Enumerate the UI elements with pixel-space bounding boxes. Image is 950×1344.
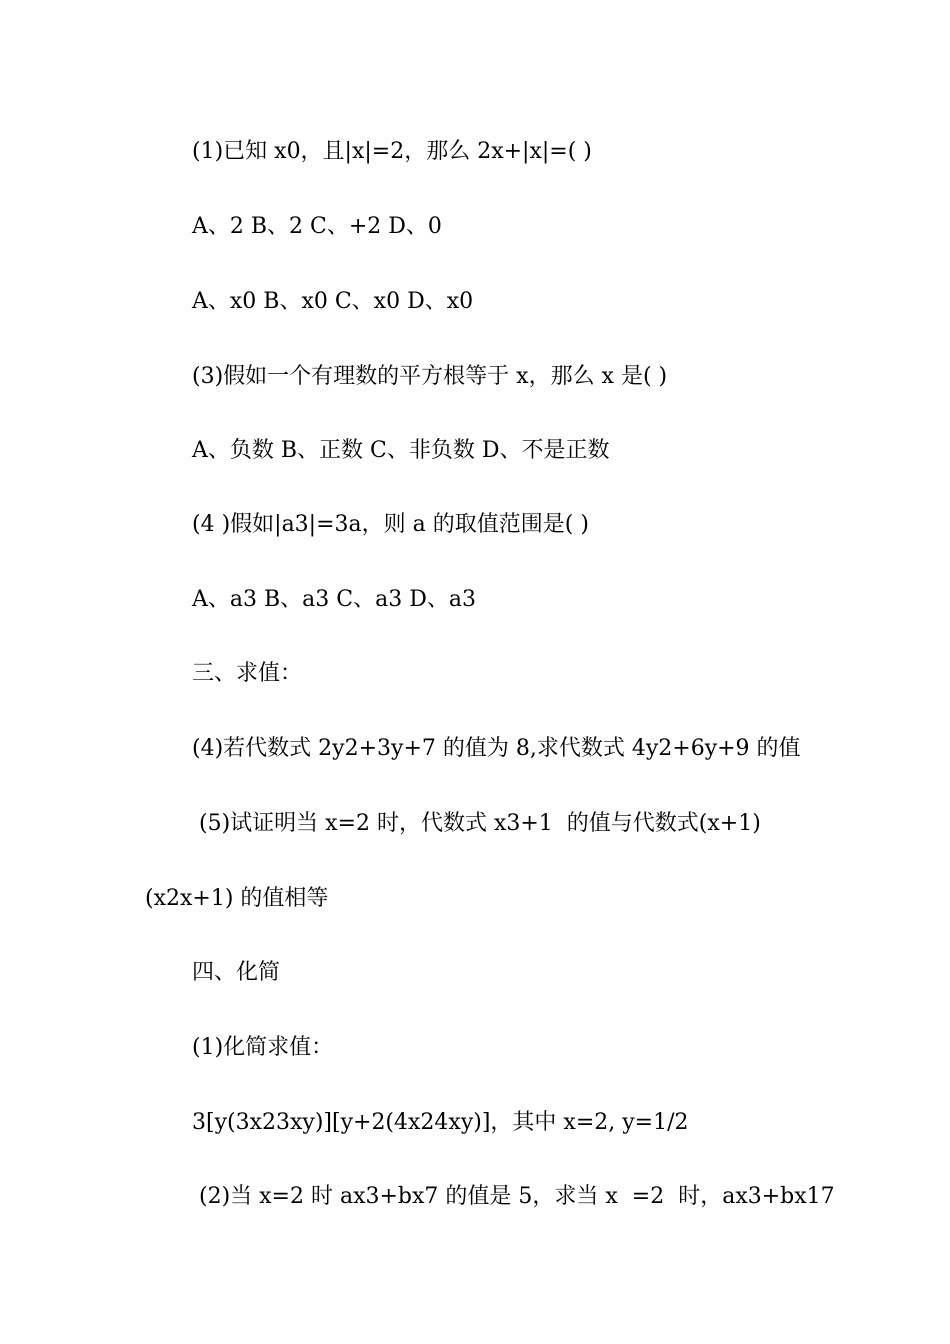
simplify-question-2: (2)当 x=2 时 ax3+bx7 的值是 5，求当 x =2 时，ax3+bx17 xyxy=(192,1184,835,1209)
simplify-expression: 3[y(3x23xy)][y+2(4x24xy)]，其中 x=2, y=1/2 xyxy=(192,1110,689,1135)
evaluate-question-5-continued: (x2x+1) 的值相等 xyxy=(145,886,329,911)
question-1-options: A、2 B、2 C、+2 D、0 xyxy=(192,214,442,239)
question-4-text: (4 )假如|a3|=3a，则 a 的取值范围是( ) xyxy=(192,512,589,537)
question-4-options: A、a3 B、a3 C、a3 D、a3 xyxy=(192,587,476,612)
section-4-heading: 四、化简 xyxy=(192,960,281,985)
simplify-question-1: (1)化简求值： xyxy=(192,1035,334,1060)
question-2-options: A、x0 B、x0 C、x0 D、x0 xyxy=(192,289,474,314)
evaluate-question-4: (4)若代数式 2y2+3y+7 的值为 8,求代数式 4y2+6y+9 的值 xyxy=(192,736,801,761)
question-3-options: A、负数 B、正数 C、非负数 D、不是正数 xyxy=(192,438,610,463)
question-3-text: (3)假如一个有理数的平方根等于 x，那么 x 是( ) xyxy=(192,364,668,389)
evaluate-question-5: (5)试证明当 x=2 时，代数式 x3+1 的值与代数式(x+1) xyxy=(192,811,761,836)
question-1-text: (1)已知 x0，且|x|=2，那么 2x+|x|=( ) xyxy=(192,139,592,164)
section-3-heading: 三、求值： xyxy=(192,661,303,686)
